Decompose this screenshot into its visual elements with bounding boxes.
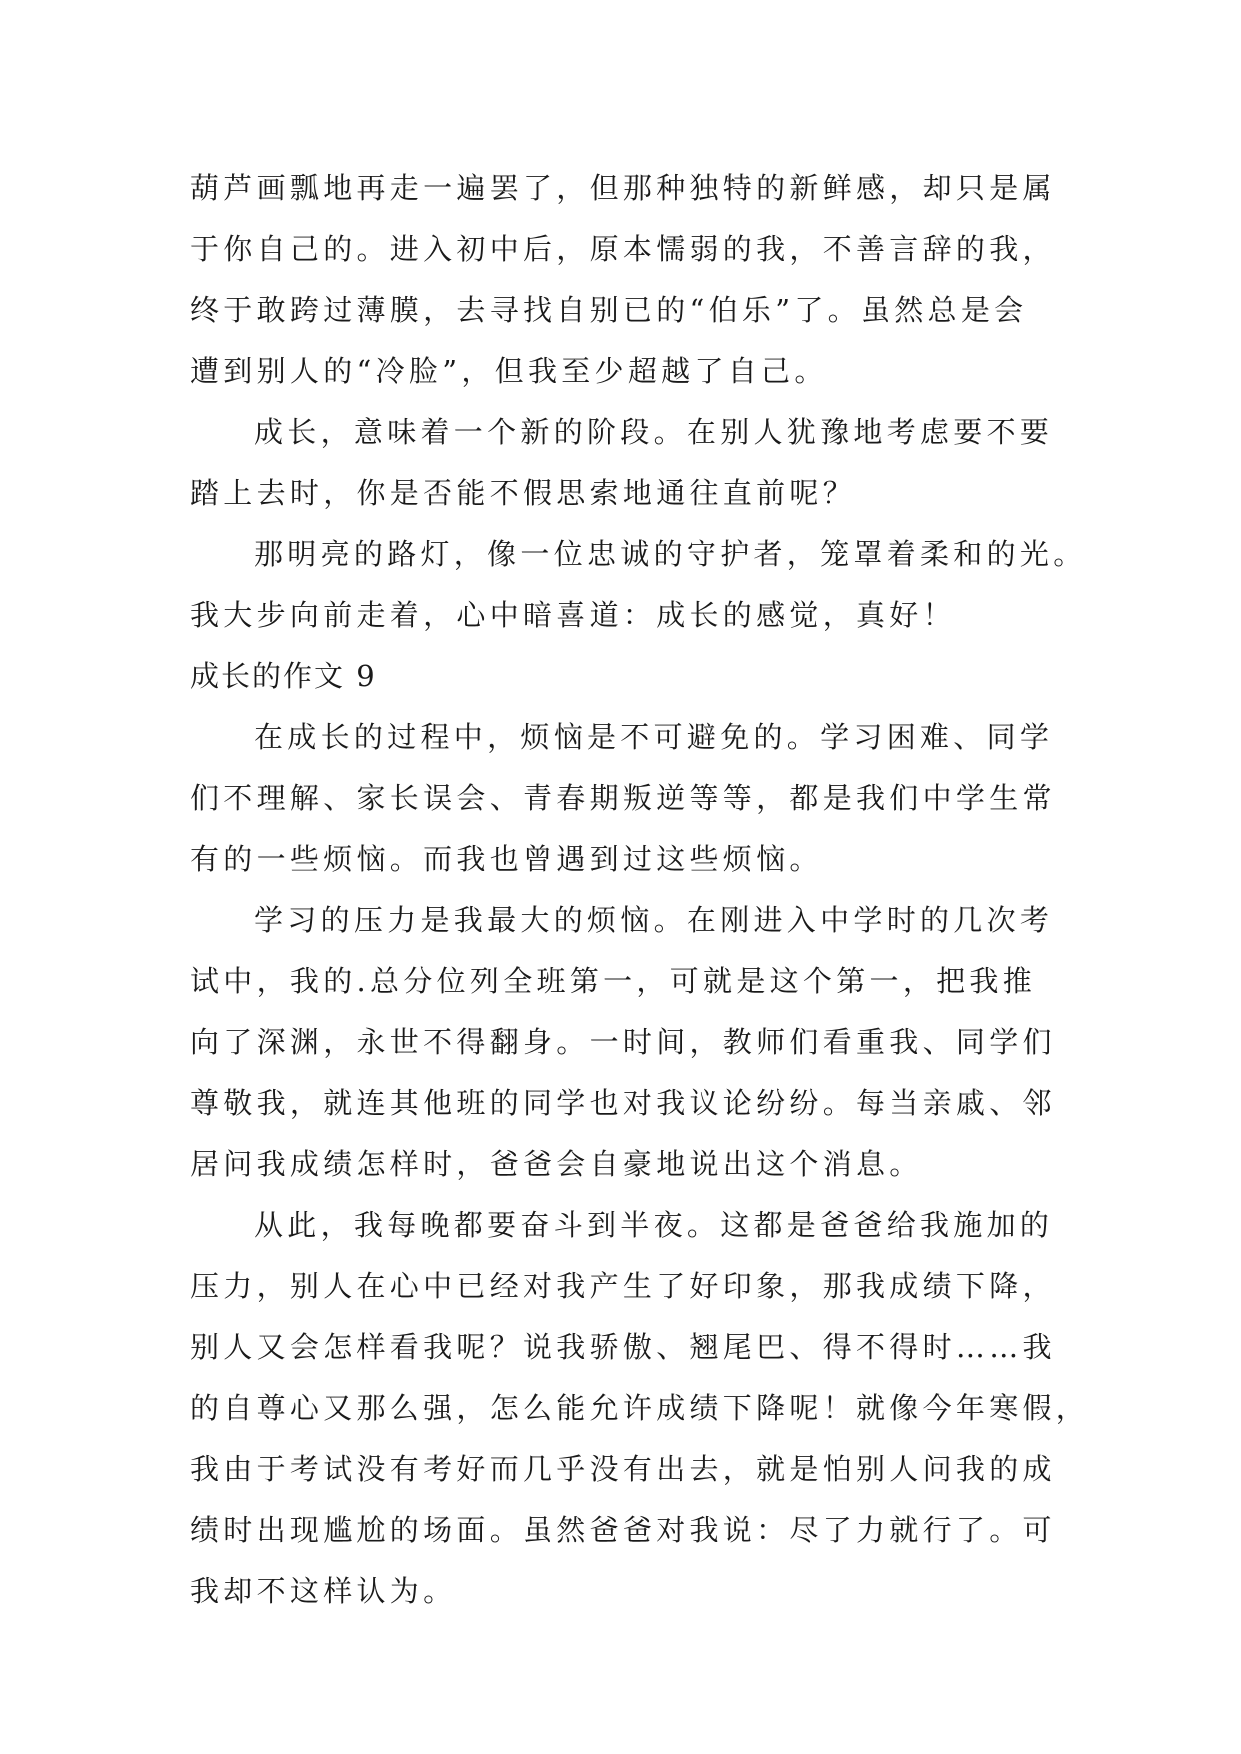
text-line: 于你自己的。进入初中后，原本懦弱的我，不善言辞的我， bbox=[190, 232, 1056, 266]
text-line: 绩时出现尴尬的场面。虽然爸爸对我说：尽了力就行了。可 bbox=[190, 1513, 1056, 1547]
paragraph-first-line: 从此，我每晚都要奋斗到半夜。这都是爸爸给我施加的 bbox=[254, 1208, 1054, 1242]
paragraph-first-line: 学习的压力是我最大的烦恼。在刚进入中学时的几次考 bbox=[254, 903, 1054, 937]
document-body bbox=[190, 158, 1090, 1622]
paragraph-first-line: 成长，意味着一个新的阶段。在别人犹豫地考虑要不要 bbox=[254, 415, 1054, 449]
text-line: 居问我成绩怎样时，爸爸会自豪地说出这个消息。 bbox=[190, 1147, 923, 1181]
text-line: 别人又会怎样看我呢？说我骄傲、翘尾巴、得不得时……我 bbox=[190, 1330, 1056, 1364]
paragraph-first-line: 那明亮的路灯，像一位忠诚的守护者，笼罩着柔和的光。 bbox=[254, 537, 1087, 571]
text-line: 葫芦画瓢地再走一遍罢了，但那种独特的新鲜感，却只是属 bbox=[190, 171, 1056, 205]
text-line: 压力，别人在心中已经对我产生了好印象，那我成绩下降， bbox=[190, 1269, 1056, 1303]
text-line: 我由于考试没有考好而几乎没有出去，就是怕别人问我的成 bbox=[190, 1452, 1056, 1486]
text-line: 们不理解、家长误会、青春期叛逆等等，都是我们中学生常 bbox=[190, 781, 1056, 815]
text-line: 向了深渊，永世不得翻身。一时间，教师们看重我、同学们 bbox=[190, 1025, 1056, 1059]
text-line: 踏上去时，你是否能不假思索地通往直前呢？ bbox=[190, 476, 857, 510]
text-line: 有的一些烦恼。而我也曾遇到过这些烦恼。 bbox=[190, 842, 823, 876]
text-line: 我大步向前走着，心中暗喜道：成长的感觉，真好！ bbox=[190, 598, 956, 632]
paragraph-first-line: 在成长的过程中，烦恼是不可避免的。学习困难、同学 bbox=[254, 720, 1054, 754]
text-line: 试中，我的.总分位列全班第一，可就是这个第一，把我推 bbox=[190, 964, 1037, 998]
text-line: 尊敬我，就连其他班的同学也对我议论纷纷。每当亲戚、邻 bbox=[190, 1086, 1056, 1120]
text-line: 的自尊心又那么强，怎么能允许成绩下降呢！就像今年寒假， bbox=[190, 1391, 1090, 1425]
text-line: 终于敢跨过薄膜，去寻找自别已的“伯乐”了。虽然总是会 bbox=[190, 293, 1028, 327]
text-line: 遭到别人的“冷脸”，但我至少超越了自己。 bbox=[190, 354, 828, 388]
text-line: 我却不这样认为。 bbox=[190, 1574, 457, 1608]
section-heading: 成长的作文 9 bbox=[190, 659, 377, 693]
